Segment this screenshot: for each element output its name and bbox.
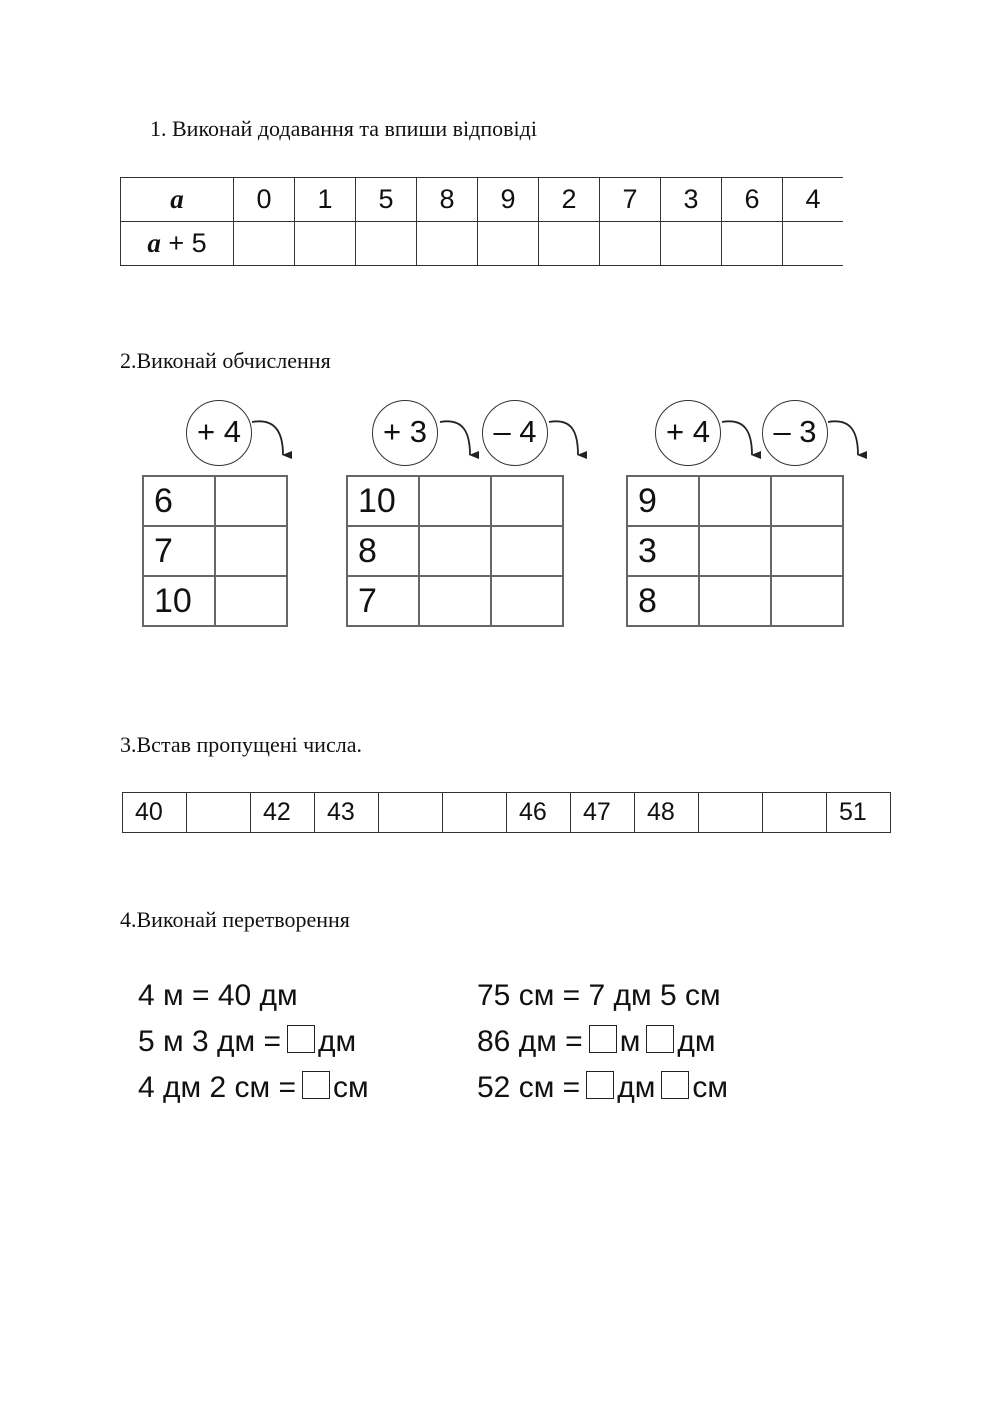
start-number: 7: [347, 576, 419, 626]
calc-grid-3: [626, 475, 844, 627]
operation-circle: + 4: [186, 400, 252, 466]
value-cell: 7: [600, 178, 661, 222]
sequence-cell: 40: [123, 793, 187, 833]
sequence-cell: 48: [635, 793, 699, 833]
calc-grid-1: [142, 475, 288, 627]
table-row-a-plus-5: [121, 222, 844, 266]
table-row-a: [121, 178, 844, 222]
operation-circle: – 4: [482, 400, 548, 466]
answer-cell[interactable]: [215, 526, 287, 576]
answer-box[interactable]: [661, 1071, 689, 1099]
row-label-a: a: [121, 178, 234, 222]
sequence-blank[interactable]: [187, 793, 251, 833]
answer-box[interactable]: [586, 1071, 614, 1099]
answer-cell[interactable]: [491, 526, 563, 576]
answer-box[interactable]: [589, 1025, 617, 1053]
answer-cell[interactable]: [699, 526, 771, 576]
value-cell: 8: [417, 178, 478, 222]
arrow-icon: [722, 421, 752, 455]
sequence-blank[interactable]: [763, 793, 827, 833]
answer-cell[interactable]: [722, 222, 783, 266]
answer-cell[interactable]: [771, 526, 843, 576]
answer-cell[interactable]: [491, 576, 563, 626]
sequence-blank[interactable]: [379, 793, 443, 833]
sequence-cell: 42: [251, 793, 315, 833]
answer-cell[interactable]: [539, 222, 600, 266]
answer-cell[interactable]: [356, 222, 417, 266]
number-sequence: [122, 792, 891, 833]
answer-box[interactable]: [302, 1071, 330, 1099]
calc-grid-2: [346, 475, 564, 627]
start-number: 9: [627, 476, 699, 526]
answer-cell[interactable]: [478, 222, 539, 266]
sequence-cell: 47: [571, 793, 635, 833]
value-cell: 0: [234, 178, 295, 222]
answer-cell[interactable]: [215, 476, 287, 526]
start-number: 8: [627, 576, 699, 626]
task1-heading: 1. Виконай додавання та впиши відповіді: [150, 116, 537, 141]
start-number: 7: [143, 526, 215, 576]
start-number: 10: [347, 476, 419, 526]
sequence-blank[interactable]: [699, 793, 763, 833]
arrow-icon: [440, 421, 470, 455]
value-cell: 6: [722, 178, 783, 222]
answer-cell[interactable]: [491, 476, 563, 526]
value-cell: 1: [295, 178, 356, 222]
conversion-line: 75 см = 7 дм 5 см: [477, 979, 721, 1012]
answer-cell[interactable]: [661, 222, 722, 266]
answer-cell[interactable]: [783, 222, 844, 266]
row-label-a-plus-5: a + 5: [121, 222, 234, 266]
answer-cell[interactable]: [215, 576, 287, 626]
value-cell: 3: [661, 178, 722, 222]
answer-cell[interactable]: [699, 476, 771, 526]
start-number: 3: [627, 526, 699, 576]
sequence-cell: 43: [315, 793, 379, 833]
conversion-line: 4 м = 40 дм: [138, 979, 298, 1012]
operation-circle: + 3: [372, 400, 438, 466]
start-number: 8: [347, 526, 419, 576]
answer-cell[interactable]: [417, 222, 478, 266]
answer-box[interactable]: [287, 1025, 315, 1053]
start-number: 6: [143, 476, 215, 526]
answer-cell[interactable]: [600, 222, 661, 266]
answer-cell[interactable]: [771, 576, 843, 626]
arrow-icon: [549, 421, 578, 455]
value-cell: 9: [478, 178, 539, 222]
task4-heading: 4.Виконай перетворення: [120, 907, 350, 932]
answer-cell[interactable]: [699, 576, 771, 626]
answer-cell[interactable]: [419, 476, 491, 526]
value-cell: 2: [539, 178, 600, 222]
value-cell: 4: [783, 178, 844, 222]
answer-cell[interactable]: [419, 526, 491, 576]
answer-cell[interactable]: [771, 476, 843, 526]
conversion-line: 52 см = дм см: [477, 1071, 728, 1104]
operation-circle: + 4: [655, 400, 721, 466]
arrow-icon: [252, 421, 283, 455]
task2-heading: 2.Виконай обчислення: [120, 348, 331, 373]
start-number: 10: [143, 576, 215, 626]
operation-circle: – 3: [762, 400, 828, 466]
answer-cell[interactable]: [419, 576, 491, 626]
conversion-line: 4 дм 2 см = см: [138, 1071, 369, 1104]
task3-heading: 3.Встав пропущені числа.: [120, 732, 362, 757]
sequence-cell: 51: [827, 793, 891, 833]
sequence-blank[interactable]: [443, 793, 507, 833]
conversion-line: 86 дм = м дм: [477, 1025, 716, 1058]
answer-cell[interactable]: [295, 222, 356, 266]
answer-box[interactable]: [646, 1025, 674, 1053]
value-cell: 5: [356, 178, 417, 222]
arrow-icon: [828, 421, 858, 455]
addition-table: [120, 177, 843, 266]
answer-cell[interactable]: [234, 222, 295, 266]
sequence-cell: 46: [507, 793, 571, 833]
conversion-line: 5 м 3 дм = дм: [138, 1025, 357, 1058]
